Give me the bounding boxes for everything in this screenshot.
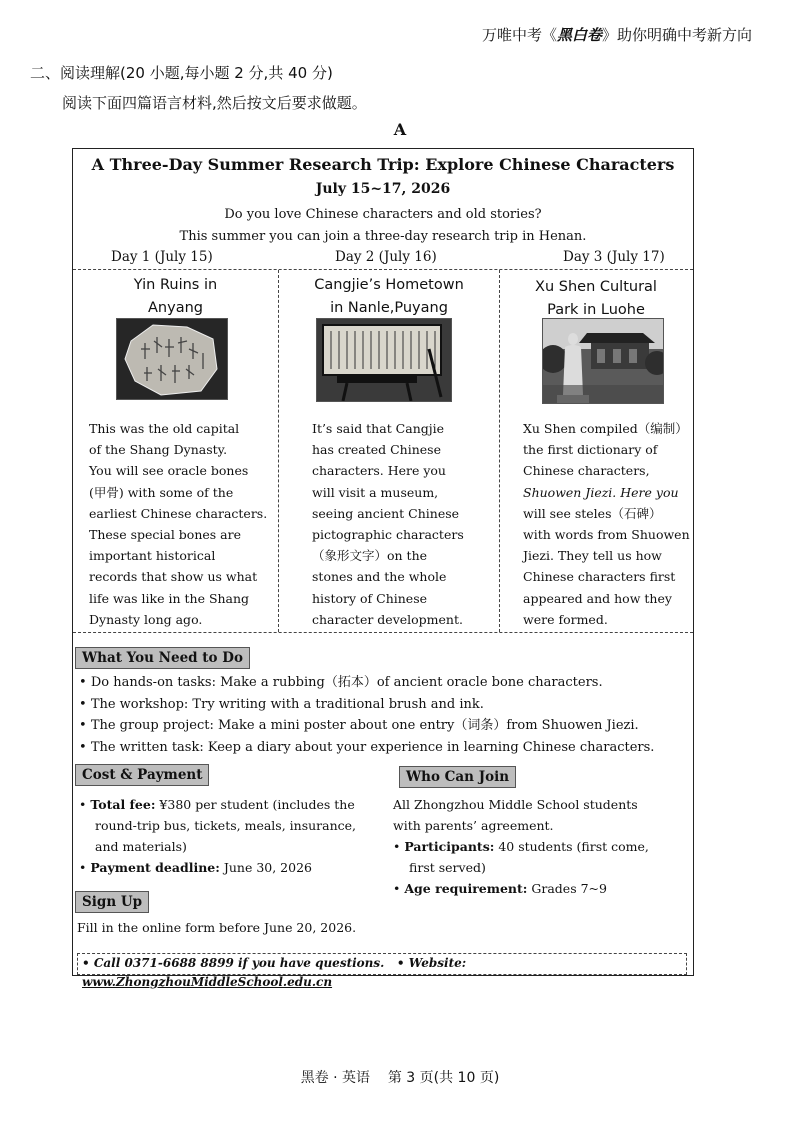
- brand-name: 黑白卷: [556, 26, 602, 44]
- who-can-join-details: All Zhongzhou Middle School students with parents’ agreement. • Participants: 40 students (first come, first served) • Age requirement: Grades 7~9: [393, 797, 649, 896]
- day3-description: Xu Shen compiled（编制） the first dictionary of Chinese characters, Shuowen Jiezi. Here you will see steles（石碑） with words from Shuowen Jiezi. They tell us how Chinese characters first appeared and how they were formed.: [523, 421, 690, 627]
- day1-description: This was the old capital of the Shang Dynasty. You will see oracle bones (甲骨) with some of the earliest Chinese characters. These special bones are important historical records that show us what life was like in the Shang Dynasty long ago.: [89, 421, 268, 627]
- website-link[interactable]: www.ZhongzhouMiddleSchool.edu.cn: [82, 975, 333, 989]
- list-item: • The group project: Make a mini poster about one entry（词条）from Shuowen Jiezi.: [79, 715, 654, 737]
- who-can-join-heading: Who Can Join: [399, 766, 516, 788]
- page-footer: 黑卷 · 英语 第 3 页(共 10 页): [300, 1070, 500, 1086]
- cost-details: • Total fee: ¥380 per student (includes the round-trip bus, tickets, meals, insurance, and materials) • Payment deadline: June 30, 2026: [79, 797, 357, 875]
- day3-label: Day 3 (July 17): [563, 249, 665, 265]
- oracle-bone-photo: [116, 318, 228, 400]
- museum-stele-photo: [316, 318, 452, 402]
- poster-intro-line1: Do you love Chinese characters and old stories?: [224, 207, 542, 222]
- poster-frame: [72, 148, 694, 989]
- list-item: • The workshop: Try writing with a traditional brush and ink.: [79, 694, 654, 716]
- list-item: • The written task: Keep a diary about your experience in learning Chinese characters.: [79, 737, 654, 759]
- day3-column: [500, 270, 692, 632]
- day2-label: Day 2 (July 16): [335, 249, 437, 265]
- statue-park-photo: [542, 318, 664, 404]
- section-instruction: 阅读下面四篇语言材料,然后按文后要求做题。: [62, 94, 367, 112]
- day2-column: [278, 270, 500, 632]
- section-title: 二、阅读理解(20 小题,每小题 2 分,共 40 分): [30, 64, 333, 82]
- poster-title: A Three-Day Summer Research Trip: Explore Chinese Characters: [91, 155, 675, 174]
- list-item: • Do hands-on tasks: Make a rubbing（拓本）of ancient oracle bone characters.: [79, 672, 654, 694]
- poster-dates: July 15~17, 2026: [315, 181, 451, 197]
- signup-text: Fill in the online form before June 20, 2026.: [77, 920, 357, 935]
- what-to-do-list: [79, 672, 654, 758]
- header-slogan: 万唯中考《黑白卷》助你明确中考新方向: [481, 26, 752, 44]
- contact-bar: [77, 953, 687, 989]
- day1-label: Day 1 (July 15): [111, 249, 213, 265]
- cost-heading: Cost & Payment: [75, 764, 209, 786]
- day1-place: Yin Ruins in Anyang: [133, 277, 218, 316]
- day2-place: Cangjie’s Hometown in Nanle,Puyang: [314, 277, 464, 316]
- signup-heading: Sign Up: [75, 891, 149, 913]
- day1-column: [73, 270, 278, 632]
- what-to-do-heading: What You Need to Do: [75, 647, 250, 669]
- day2-description: It’s said that Cangjie has created Chinese characters. Here you will visit a museum, seeing ancient Chinese pictographic characters （象形文字）on the stones and the whole history of Chinese character development.: [312, 421, 464, 627]
- website-label: • Website:: [396, 956, 467, 970]
- day-columns: [73, 269, 693, 633]
- passage-letter: A: [393, 120, 407, 139]
- day3-place: Xu Shen Cultural Park in Luohe: [535, 279, 657, 318]
- contact-call: • Call 0371-6688 8899 if you have questions.: [82, 956, 385, 970]
- poster-intro-line2: This summer you can join a three-day research trip in Henan.: [179, 229, 587, 244]
